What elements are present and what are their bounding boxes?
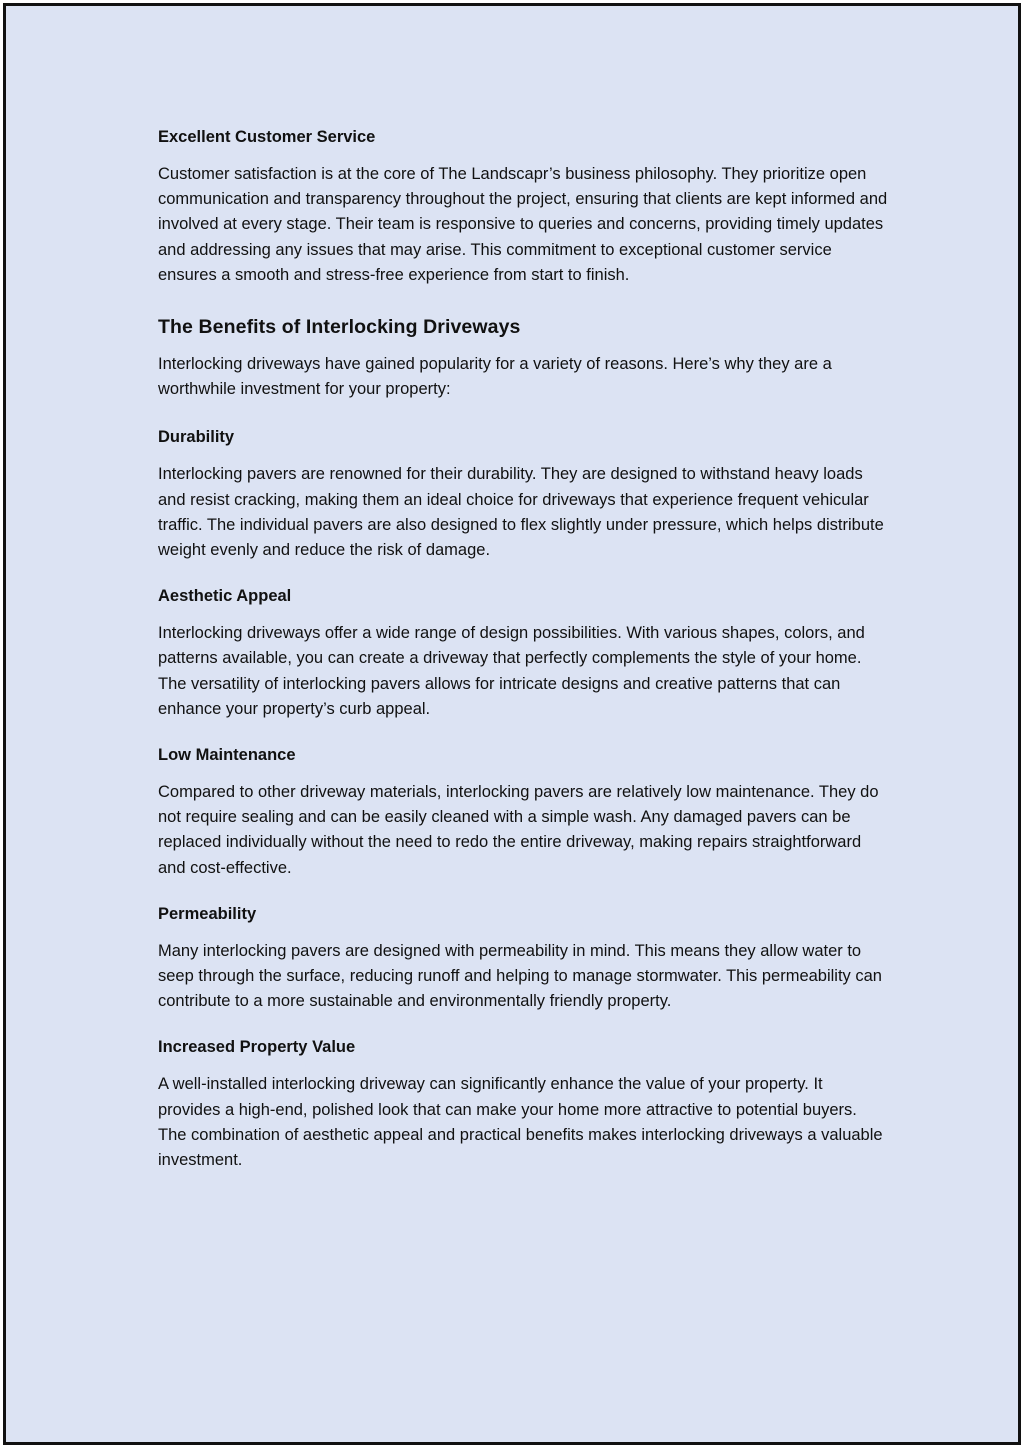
- section-low-maintenance: [158, 744, 888, 881]
- section-paragraph: Interlocking pavers are renowned for their durability. They are designed to withstand heavy loads and resist cracking, making them an ideal choice for driveways that experience frequent vehicular traffic. The individual pavers are also designed to flex slightly under pressure, which helps distribute weight evenly and reduce the risk of damage.: [158, 465, 884, 560]
- main-heading: The Benefits of Interlocking Driveways: [158, 316, 521, 339]
- section-property-value: [158, 1036, 888, 1173]
- document-content: [158, 126, 888, 1195]
- section-heading: Permeability: [158, 904, 257, 923]
- document-page: [3, 3, 1021, 1445]
- section-permeability: [158, 903, 888, 1015]
- section-heading: Aesthetic Appeal: [158, 587, 292, 606]
- section-paragraph: A well-installed interlocking driveway can significantly enhance the value of your property. It provides a high-end, polished look that can make your home more attractive to potential buyers. The combination of aesthetic appeal and practical benefits makes interlocking driveways a valuable investment.: [158, 1075, 883, 1170]
- section-paragraph: Customer satisfaction is at the core of The Landscapr’s business philosophy. They prioritize open communication and transparency throughout the project, ensuring that clients are kept informed and involved at every stage. Their team is responsive to queries and concerns, providing timely updates and addressing any issues that may arise. This commitment to exceptional customer service ensures a smooth and stress-free experience from start to finish.: [158, 165, 888, 284]
- section-paragraph: Interlocking driveways offer a wide range of design possibilities. With various shapes, colors, and patterns available, you can create a driveway that perfectly complements the style of your home. The versatility of interlocking pavers allows for intricate designs and creative patterns that can enhance your property’s curb appeal.: [158, 624, 865, 718]
- section-aesthetic-appeal: [158, 585, 888, 722]
- section-paragraph: Interlocking driveways have gained popularity for a variety of reasons. Here’s why they are a worthwhile investment for your property:: [158, 355, 832, 399]
- section-durability: [158, 426, 888, 563]
- section-paragraph: Compared to other driveway materials, interlocking pavers are relatively low maintenance. They do not require sealing and can be easily cleaned with a simple wash. Any damaged pavers can be replaced individually without the need to redo the entire driveway, making repairs straightforward and cost-effective.: [158, 783, 879, 877]
- section-heading: Increased Property Value: [158, 1038, 356, 1057]
- section-benefits-intro: [158, 314, 888, 402]
- section-customer-service: [158, 126, 888, 288]
- section-paragraph: Many interlocking pavers are designed with permeability in mind. This means they allow water to seep through the surface, reducing runoff and helping to manage stormwater. This permeability can contribute to a more sustainable and environmentally friendly property.: [158, 941, 882, 1011]
- section-heading: Durability: [158, 428, 235, 447]
- section-heading: Low Maintenance: [158, 746, 296, 765]
- section-heading: Excellent Customer Service: [158, 128, 376, 146]
